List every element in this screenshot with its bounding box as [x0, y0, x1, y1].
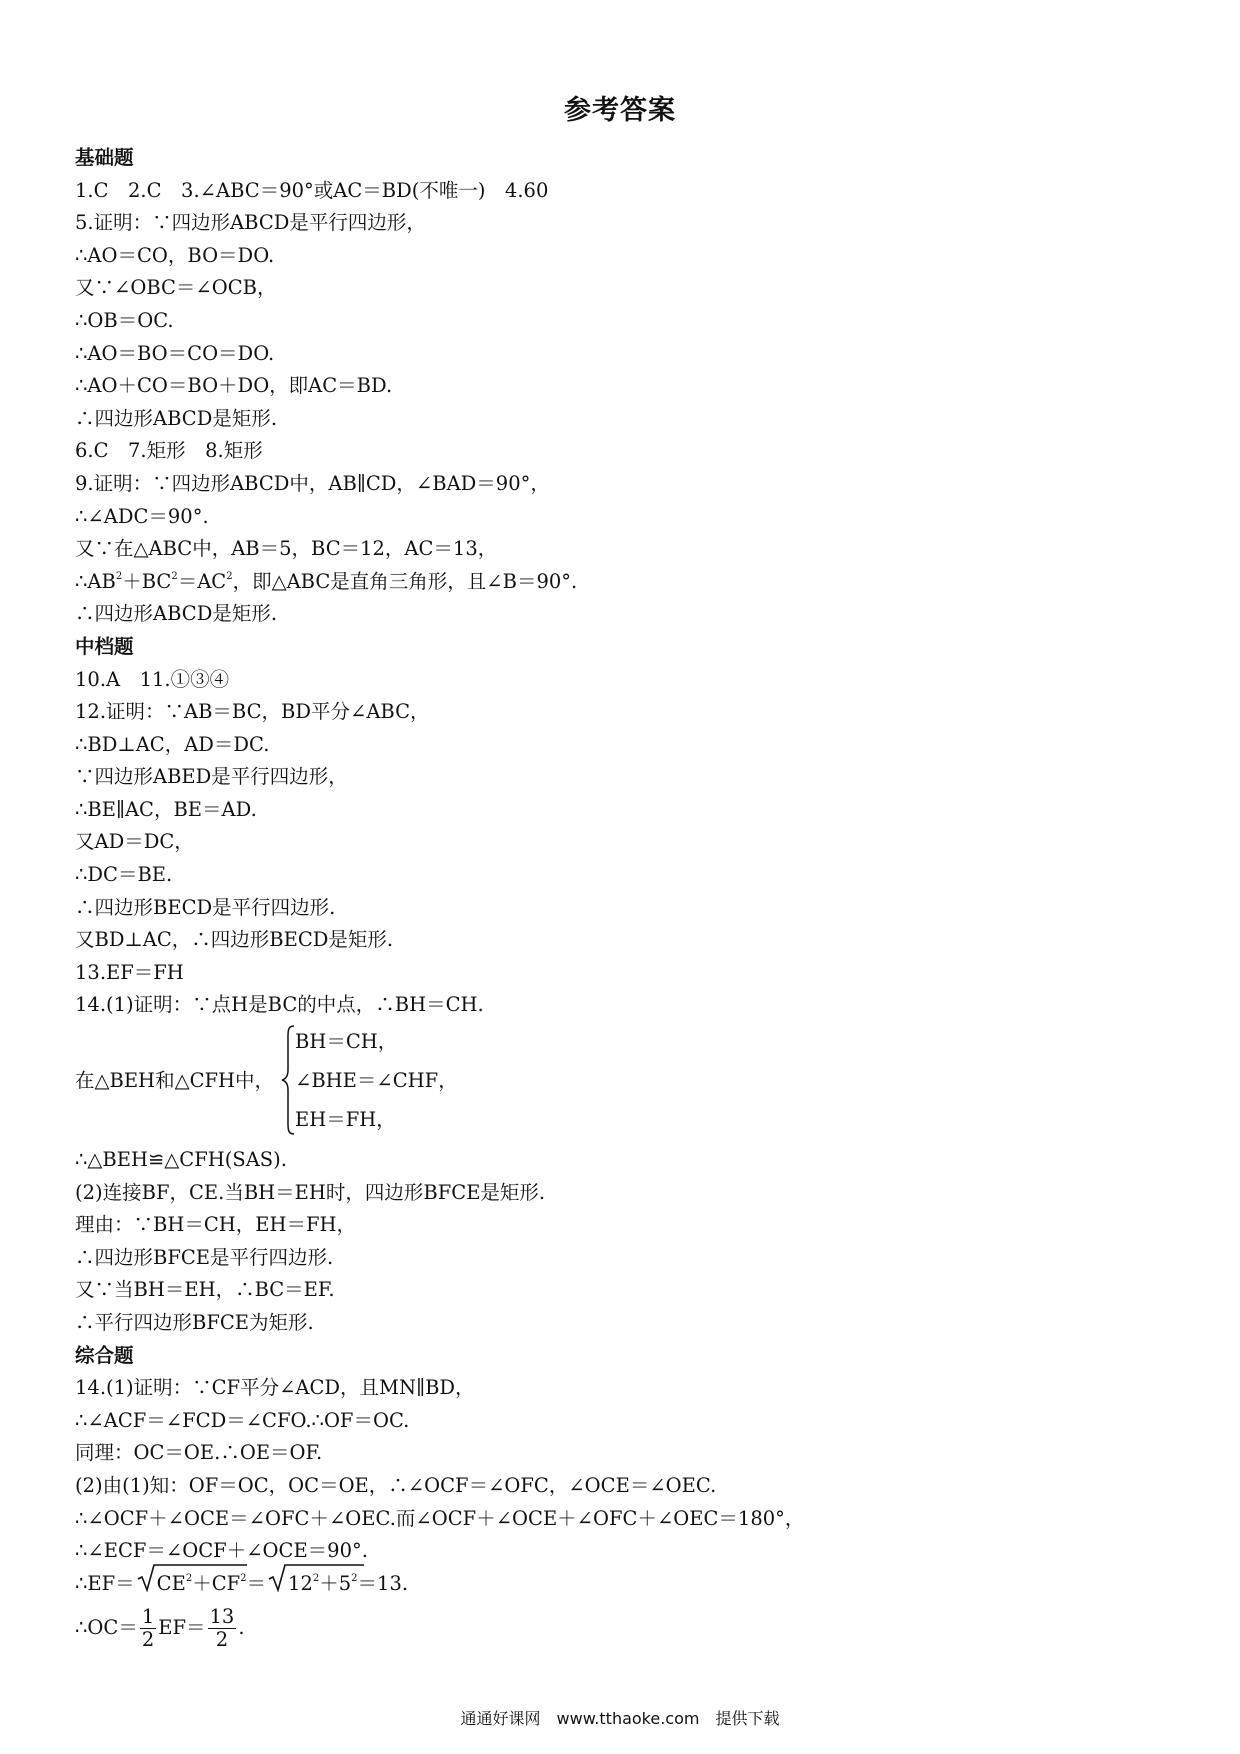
exponent: 2 [240, 1572, 247, 1584]
left-brace-icon [281, 1024, 295, 1136]
numerator: 13 [209, 1605, 235, 1629]
exponent: 2 [115, 570, 123, 582]
answer-line: 又AD＝DC， [75, 830, 194, 854]
answer-line: 10.A 11.①③④ [75, 667, 230, 691]
answer-line: ∴△BEH≌△CFH(SAS). [75, 1148, 287, 1172]
middle-answers [75, 664, 1185, 1340]
numerator: 1 [141, 1605, 155, 1629]
answer-line: ∴∠ACF＝∠FCD＝∠CFO.∴OF＝OC. [75, 1408, 410, 1432]
answer-line: 理由：∵BH＝CH，EH＝FH， [75, 1213, 357, 1237]
answer-line: ∴AO＝BO＝CO＝DO. [75, 341, 275, 365]
square-root [137, 1568, 247, 1601]
answer-content [75, 142, 1185, 1656]
answer-line: ∴∠ECF＝∠OCF＋∠OCE＝90°. [75, 1539, 368, 1563]
answer-line: ∴四边形ABCD是矩形. [75, 406, 278, 430]
answer-line: 14.(1)证明：∵点H是BC的中点，∴BH＝CH. [75, 993, 484, 1017]
expr-part: ∴EF＝ [75, 1571, 135, 1595]
equation-system [75, 1022, 1185, 1144]
page-title: 参考答案 [564, 95, 676, 126]
answer-line: ∴四边形ABCD是矩形. [75, 602, 278, 626]
comprehensive-answers [75, 1372, 1185, 1656]
exponent: 2 [185, 1572, 193, 1584]
expr-part: ＋CF [192, 1571, 241, 1595]
answer-line: ∵四边形ABED是平行四边形， [75, 765, 348, 789]
expr-part: 12 [288, 1571, 313, 1595]
system-lead-text: 在△BEH和△CFH中， [75, 1069, 275, 1093]
section-middle-heading: 中档题 [75, 634, 134, 658]
system-equation: BH＝CH， [295, 1030, 398, 1054]
answer-line: 又∵在△ABC中，AB＝5，BC＝12，AC＝13， [75, 537, 498, 561]
answer-line: ∴DC＝BE. [75, 863, 173, 887]
expr-part: ＋5 [319, 1571, 352, 1595]
answer-line: 5.证明：∵四边形ABCD是平行四边形， [75, 211, 426, 235]
expr-part: ＝13. [357, 1571, 409, 1595]
answer-line: (2)由(1)知：OF＝OC，OC＝OE，∴∠OCF＝∠OFC，∠OCE＝∠OEC. [75, 1473, 717, 1497]
answer-line: ∴四边形BECD是平行四边形. [75, 895, 336, 919]
fraction [140, 1606, 156, 1651]
section-comprehensive-heading: 综合题 [75, 1343, 134, 1367]
expr-part: ，即△ABC是直角三角形，且∠B＝90°. [232, 569, 578, 593]
ef-sqrt-line [75, 1568, 1185, 1601]
expr-part: ＝AC [177, 569, 227, 593]
square-root [268, 1568, 358, 1601]
radical-sign-icon [268, 1562, 364, 1592]
answer-line: (2)连接BF，CE.当BH＝EH时，四边形BFCE是矩形. [75, 1180, 546, 1204]
answer-line: ∴OB＝OC. [75, 308, 174, 332]
system-equation: ∠BHE＝∠CHF， [295, 1069, 458, 1093]
expr-part: ∴OC＝ [75, 1616, 138, 1640]
denominator: 2 [141, 1628, 155, 1652]
pythagorean-line [75, 566, 1185, 599]
page-footer: 通通好课网 www.tthaoke.com 提供下载 [460, 1709, 780, 1728]
answer-line: 12.证明：∵AB＝BC，BD平分∠ABC， [75, 700, 430, 724]
oc-fraction-line [75, 1600, 1185, 1656]
expr-part: ＋BC [122, 569, 172, 593]
answer-line: 13.EF＝FH [75, 960, 184, 984]
expr-part: ＝ [246, 1571, 267, 1595]
fraction [208, 1606, 237, 1651]
answer-line: ∴四边形BFCE是平行四边形. [75, 1245, 334, 1269]
answer-line: ∴∠OCF＋∠OCE＝∠OFC＋∠OEC.而∠OCF＋∠OCE＋∠OFC＋∠OEC＝180°， [75, 1506, 805, 1530]
answer-line: 又∵当BH＝EH，∴BC＝EF. [75, 1278, 335, 1302]
answer-line: 14.(1)证明：∵CF平分∠ACD，且MN∥BD， [75, 1376, 475, 1400]
answer-line: 6.C 7.矩形 8.矩形 [75, 439, 263, 463]
answer-line: 又∵∠OBC＝∠OCB， [75, 276, 277, 300]
exponent: 2 [226, 570, 233, 582]
answer-line: ∴∠ADC＝90°. [75, 504, 209, 528]
denominator: 2 [215, 1628, 229, 1652]
answer-line: 1.C 2.C 3.∠ABC＝90°或AC＝BD(不唯一) 4.60 [75, 178, 549, 202]
answer-line: ∴平行四边形BFCE为矩形. [75, 1311, 314, 1334]
expr-part: EF＝ [158, 1616, 206, 1640]
expr-part: ∴AB [75, 569, 116, 593]
exponent: 2 [171, 570, 178, 582]
answer-line: ∴AO＝CO，BO＝DO. [75, 243, 275, 267]
expr-part: CE [156, 1571, 186, 1595]
expr-part: . [238, 1616, 245, 1640]
answer-line: 又BD⊥AC，∴四边形BECD是矩形. [75, 928, 394, 952]
answer-line: ∴BE∥AC，BE＝AD. [75, 797, 257, 821]
answer-line: 9.证明：∵四边形ABCD中，AB∥CD，∠BAD＝90°， [75, 471, 550, 495]
answer-line: ∴AO＋CO＝BO＋DO，即AC＝BD. [75, 374, 393, 398]
exponent: 2 [351, 1572, 358, 1584]
radical-sign-icon [137, 1562, 247, 1592]
section-basic-heading: 基础题 [75, 146, 134, 169]
system-equation: EH＝FH， [295, 1108, 396, 1132]
answer-line: ∴BD⊥AC，AD＝DC. [75, 732, 270, 756]
exponent: 2 [312, 1572, 320, 1584]
basic-answers [75, 175, 1185, 631]
answer-line: 同理：OC＝OE.∴OE＝OF. [75, 1441, 323, 1465]
